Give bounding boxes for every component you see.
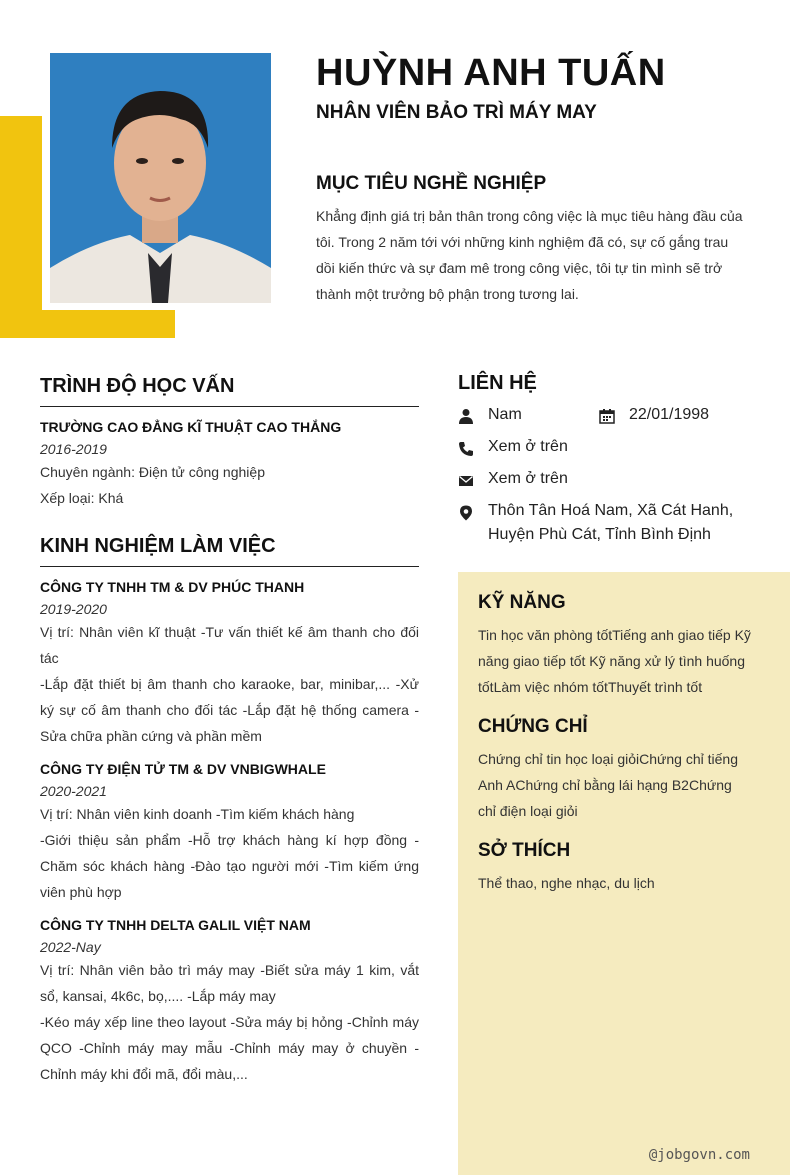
job-entry [40,579,419,749]
job-period: 2019-2020 [40,601,107,617]
education-major: Chuyên ngành: Điện tử công nghiệp [40,464,265,480]
job-line: Vị trí: Nhân viên bảo trì máy may -Biết sửa máy 1 kim, vắt sổ, kansai, 4k6c, bọ,.... -Lắp máy may [40,962,419,1004]
mail-icon [458,473,474,489]
education-heading: TRÌNH ĐỘ HỌC VẤN [40,375,419,407]
job-period: 2022-Nay [40,939,101,955]
company-name: CÔNG TY ĐIỆN TỬ TM & DV VNBIGWHALE [40,761,326,777]
company-name: CÔNG TY TNHH DELTA GALIL VIỆT NAM [40,917,311,933]
calendar-icon [599,408,615,424]
job-line: -Kéo máy xếp line theo layout -Sửa máy bị hỏng -Chỉnh máy QCO -Chỉnh máy may mẫu -Chỉnh máy may ở chuyền -Chỉnh máy khi đổi mã, đổi màu,... [40,1014,419,1082]
watermark: @jobgovn.com [648,1147,750,1163]
email-value: Xem ở trên [488,470,568,487]
job-line: Vị trí: Nhân viên kinh doanh -Tìm kiếm khách hàng [40,806,355,822]
job-title: NHÂN VIÊN BẢO TRÌ MÁY MAY [316,102,597,123]
accent-bar-horizontal [0,310,175,338]
objective-heading: MỤC TIÊU NGHỀ NGHIỆP [316,173,547,194]
address-line-1: Thôn Tân Hoá Nam, Xã Cát Hanh, [488,502,734,519]
certificates-heading: CHỨNG CHỈ [478,716,588,737]
gender-value: Nam [488,406,522,423]
job-line: Vị trí: Nhân viên kĩ thuật -Tư vấn thiết kế âm thanh cho đối tác [40,624,419,666]
job-entry [40,917,419,1087]
skills-heading: KỸ NĂNG [478,592,566,613]
education-period: 2016-2019 [40,441,107,457]
contact-heading: LIÊN HỆ [458,372,537,394]
skills-text: Tin học văn phòng tốtTiếng anh giao tiếp Kỹ năng giao tiếp tốt Kỹ năng xử lý tình huống tốtLàm việc nhóm tốtThuyết trình tốt [478,627,751,695]
certificates-text: Chứng chỉ tin học loại giỏiChứng chỉ tiếng Anh AChứng chỉ bằng lái hạng B2Chứng chỉ điện loại giỏi [478,751,739,819]
candidate-name: HUỲNH ANH TUẤN [316,52,666,94]
person-icon [458,408,474,424]
experience-section [40,535,419,1087]
job-period: 2020-2021 [40,783,107,799]
objective-text: Khẳng định giá trị bản thân trong công việc là mục tiêu hàng đầu của tôi. Trong 2 năm tới với những kinh nghiệm đã có, sự cố gắng trau dồi kiến thức và sự đam mê trong công việc, tôi tự tin mình sẽ trở thành một trưởng bộ phận trong tương lai. [316,208,743,302]
hobbies-heading: SỞ THÍCH [478,840,571,861]
birthday-value: 22/01/1998 [629,406,710,423]
location-pin-icon [458,505,474,521]
side-panel [458,572,790,1175]
phone-icon [458,441,474,457]
job-entry [40,761,419,905]
phone-value: Xem ở trên [488,438,568,455]
education-section [40,375,419,511]
job-line: -Lắp đặt thiết bị âm thanh cho karaoke, bar, minibar,... -Xử ký sự cố âm thanh cho đối tác -Lắp đặt hệ thống camera -Sửa chữa phần cứng và phần mềm [40,676,419,744]
address-line-2: Huyện Phù Cát, Tỉnh Bình Định [488,526,711,543]
profile-photo [50,53,271,303]
job-line: -Giới thiệu sản phẩm -Hỗ trợ khách hàng kí hợp đồng -Chăm sóc khách hàng -Đào tạo người mới -Tìm kiếm ứng viên phù hợp [40,832,419,900]
accent-bar-vertical [0,116,42,338]
hobbies-text: Thể thao, nghe nhạc, du lịch [478,875,655,891]
contact-section [458,372,758,543]
experience-heading: KINH NGHIỆM LÀM VIỆC [40,535,419,567]
company-name: CÔNG TY TNHH TM & DV PHÚC THANH [40,579,305,595]
education-grade: Xếp loại: Khá [40,490,124,506]
school-name: TRƯỜNG CAO ĐẲNG KĨ THUẬT CAO THẮNG [40,419,342,435]
